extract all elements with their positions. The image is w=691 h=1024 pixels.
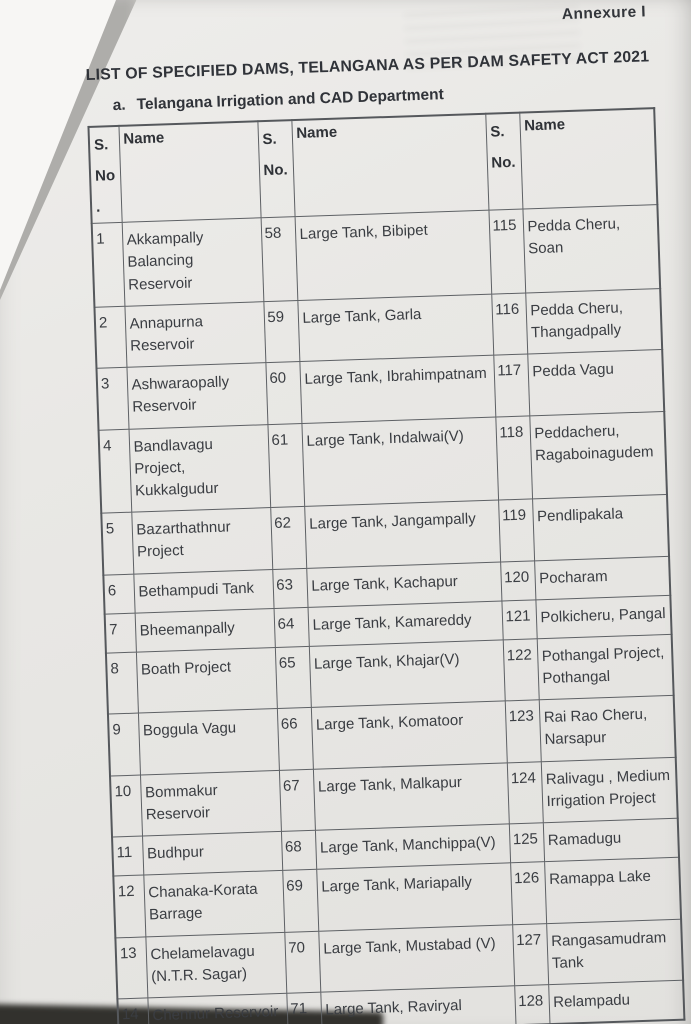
serial-cell: 14 <box>117 998 148 1024</box>
header-serial-3: S. No. <box>485 113 522 211</box>
serial-cell: 119 <box>498 499 534 561</box>
dam-name-cell: Large Tank, Mustabad (V) <box>318 924 514 992</box>
dam-name-cell: Bommakur Reservoir <box>140 770 281 836</box>
dam-name-cell: Ashwaraopally Reservoir <box>126 363 267 429</box>
serial-cell: 5 <box>101 512 133 574</box>
serial-cell: 68 <box>281 830 316 870</box>
serial-cell: 122 <box>503 639 539 701</box>
serial-cell: 3 <box>96 367 128 429</box>
serial-cell: 13 <box>115 937 147 999</box>
section-title: Telangana Irrigation and CAD Department <box>136 86 444 114</box>
dam-name-cell: Bethampudi Tank <box>133 569 273 613</box>
serial-cell: 11 <box>112 836 143 876</box>
dam-name-cell: Rai Rao Cheru, Narsapur <box>539 696 676 762</box>
dam-name-cell: Ramadugu <box>543 818 679 862</box>
header-serial-2: S. No. <box>257 120 294 218</box>
serial-cell: 126 <box>510 862 546 924</box>
dam-table <box>87 107 685 1024</box>
serial-cell: 62 <box>270 507 306 569</box>
serial-cell: 7 <box>105 613 136 653</box>
header-name-2: Name <box>291 114 488 217</box>
serial-cell: 6 <box>103 574 134 614</box>
dam-name-cell: Large Tank, Garla <box>297 294 493 362</box>
serial-cell: 121 <box>501 600 536 640</box>
dam-name-cell: Large Tank, Indalwai(V) <box>301 417 498 507</box>
serial-cell: 59 <box>263 300 299 362</box>
dam-name-cell: Pedda Cheru, Thangadpally <box>525 288 662 354</box>
dam-name-cell: Large Tank, Ibrahimpatnam <box>299 355 495 423</box>
dam-name-cell: Bandlavagu Project, Kukkalgudur <box>129 424 271 512</box>
serial-cell: 124 <box>507 761 543 823</box>
dam-name-cell: Large Tank, Malkapur <box>313 763 509 831</box>
dam-name-cell: Chelamelavagu (N.T.R. Sagar) <box>145 932 286 998</box>
serial-cell: 67 <box>279 769 315 831</box>
serial-cell: 71 <box>286 992 321 1024</box>
serial-cell: 115 <box>488 209 525 294</box>
dam-name-cell: Pothangal Project, Pothangal <box>537 634 674 700</box>
serial-cell: 12 <box>113 875 145 937</box>
header-name-1: Name <box>118 121 260 222</box>
page-content <box>84 3 683 1024</box>
header-row <box>88 108 657 223</box>
dam-name-cell: Large Tank, Komatoor <box>311 701 507 769</box>
dam-name-cell: Large Tank, Khajar(V) <box>309 640 505 708</box>
serial-cell: 118 <box>495 416 532 501</box>
serial-cell: 70 <box>284 931 320 993</box>
dam-name-cell: Polkicheru, Pangal <box>535 595 671 639</box>
dam-name-cell: Pedda Cheru, Soan <box>522 205 660 293</box>
dam-name-cell: Bheemanpally <box>135 608 275 652</box>
serial-cell: 127 <box>512 923 548 985</box>
annexure-label: Annexure I <box>561 3 647 24</box>
serial-cell: 60 <box>265 362 301 424</box>
dam-name-cell: Pocharam <box>534 556 670 600</box>
dam-name-cell: Pedda Vagu <box>527 350 664 416</box>
page-title: LIST OF SPECIFIED DAMS, TELANGANA AS PER DAM SAFETY ACT 2021 <box>85 48 650 84</box>
dam-name-cell: Large Tank, Bibipet <box>295 210 492 300</box>
serial-cell: 64 <box>274 607 309 647</box>
dam-name-cell: Boggula Vagu <box>138 709 279 775</box>
dam-name-cell: Bazarthathnur Project <box>131 508 272 574</box>
dam-name-cell: Budhpur <box>142 831 282 875</box>
serial-cell: 120 <box>500 560 535 600</box>
serial-cell: 9 <box>108 713 140 775</box>
serial-cell: 65 <box>275 646 311 708</box>
serial-cell: 8 <box>106 652 138 714</box>
serial-cell: 69 <box>282 869 318 931</box>
serial-cell: 123 <box>505 700 541 762</box>
section-letter: a. <box>112 96 126 115</box>
dam-name-cell: Boath Project <box>136 647 277 713</box>
serial-cell: 125 <box>509 823 544 863</box>
dam-name-cell: Ralivagu , Medium Irrigation Project <box>541 757 678 823</box>
dam-name-cell: Large Tank, Jangampally <box>304 500 500 568</box>
serial-cell: 1 <box>92 223 125 308</box>
serial-cell: 2 <box>94 306 126 368</box>
dam-name-cell: Large Tank, Kachapur <box>306 562 501 608</box>
dam-name-cell: Large Tank, Raviryal <box>320 986 515 1024</box>
dam-name-cell: Large Tank, Kamareddy <box>308 601 503 647</box>
serial-cell: 10 <box>110 775 142 837</box>
dam-table-body <box>92 205 685 1024</box>
dam-name-cell: Pendlipakala <box>532 495 669 561</box>
dam-name-cell: Akkampally Balancing Reservoir <box>122 218 264 306</box>
dam-name-cell: Ramappa Lake <box>544 857 681 923</box>
header-name-3: Name <box>519 108 657 209</box>
header-serial-1: S. No . <box>88 126 121 224</box>
dam-name-cell: Rangasamudram Tank <box>546 919 683 985</box>
dam-name-cell: Large Tank, Mariapally <box>316 863 512 931</box>
serial-cell: 63 <box>272 568 307 608</box>
dam-name-cell: Peddacheru, Ragaboinagudem <box>529 411 667 499</box>
serial-cell: 4 <box>99 429 132 514</box>
dam-name-cell: Relampadu <box>548 980 684 1024</box>
serial-cell: 117 <box>493 354 529 416</box>
serial-cell: 116 <box>491 293 527 355</box>
serial-cell: 58 <box>261 217 298 302</box>
serial-cell: 66 <box>277 708 313 770</box>
dam-name-cell: Annapurna Reservoir <box>124 302 265 368</box>
serial-cell: 128 <box>514 985 549 1024</box>
serial-cell: 61 <box>267 423 304 508</box>
dam-name-cell: Chanaka-Korata Barrage <box>143 871 284 937</box>
dam-table-header <box>88 108 657 223</box>
dam-name-cell: Large Tank, Manchippa(V) <box>315 824 510 870</box>
dam-name-cell: Chennur Reservoir <box>147 993 287 1024</box>
